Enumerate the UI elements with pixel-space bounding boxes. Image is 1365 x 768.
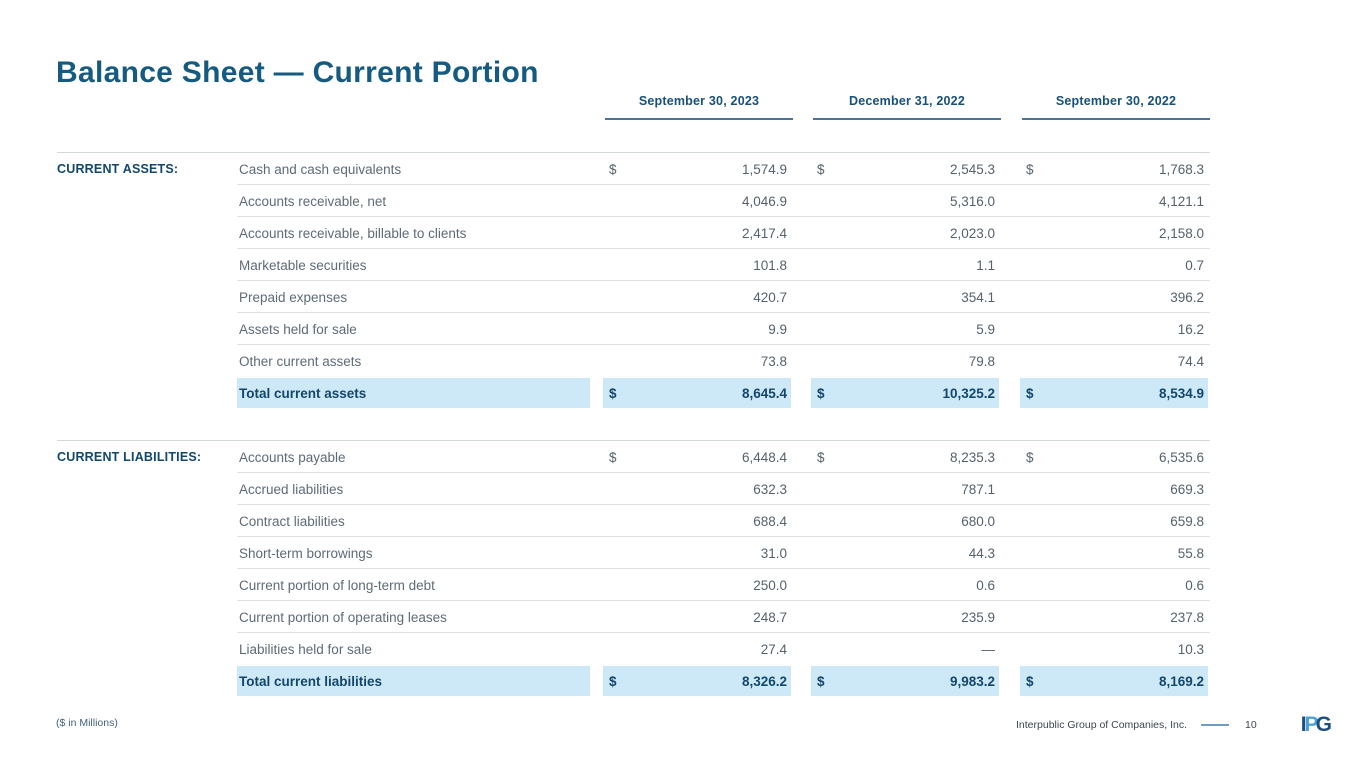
total-row bbox=[57, 377, 1210, 409]
table-row bbox=[57, 217, 1210, 249]
page-title: Balance Sheet — Current Portion bbox=[56, 56, 539, 89]
value-cell bbox=[1020, 602, 1208, 632]
value-cell bbox=[1020, 154, 1208, 184]
amount: 248.7 bbox=[753, 609, 787, 625]
row-label: Other current assets bbox=[239, 353, 362, 369]
amount: 688.4 bbox=[753, 513, 787, 529]
value-cell bbox=[811, 282, 999, 312]
value-cell bbox=[603, 506, 791, 536]
row-label: Short-term borrowings bbox=[239, 545, 373, 561]
row-label: Prepaid expenses bbox=[239, 289, 348, 305]
value-cell bbox=[811, 506, 999, 536]
amount: 101.8 bbox=[753, 257, 787, 273]
row-label: Cash and cash equivalents bbox=[239, 161, 402, 177]
table-row bbox=[57, 313, 1210, 345]
amount: 1.1 bbox=[976, 257, 995, 273]
section-label: CURRENT ASSETS: bbox=[57, 162, 179, 176]
current-liabilities-section bbox=[57, 440, 1210, 697]
value-cell bbox=[603, 154, 791, 184]
value-cell bbox=[811, 634, 999, 664]
row-label: Accounts receivable, billable to clients bbox=[239, 225, 467, 241]
amount: 1,574.9 bbox=[741, 161, 787, 177]
dollar-sign: $ bbox=[1026, 161, 1034, 177]
amount: 396.2 bbox=[1170, 289, 1204, 305]
amount: 0.7 bbox=[1185, 257, 1204, 273]
dollar-sign: $ bbox=[1026, 385, 1034, 401]
dollar-sign: $ bbox=[817, 161, 825, 177]
value-cell bbox=[603, 378, 791, 408]
amount: 8,169.2 bbox=[1158, 673, 1204, 689]
footer-company-name: Interpublic Group of Companies, Inc. bbox=[1016, 719, 1188, 731]
amount: 44.3 bbox=[968, 545, 995, 561]
footer-divider-dash bbox=[1201, 724, 1229, 726]
amount: 8,534.9 bbox=[1158, 385, 1204, 401]
dollar-sign: $ bbox=[817, 449, 825, 465]
row-label: Marketable securities bbox=[239, 257, 367, 273]
value-cell bbox=[811, 250, 999, 280]
amount: 10.3 bbox=[1177, 641, 1204, 657]
amount: 2,417.4 bbox=[741, 225, 787, 241]
value-cell bbox=[811, 186, 999, 216]
amount: 5.9 bbox=[976, 321, 995, 337]
row-label: Accounts payable bbox=[239, 449, 346, 465]
amount: 16.2 bbox=[1177, 321, 1204, 337]
amount: 4,046.9 bbox=[741, 193, 787, 209]
row-label: Accounts receivable, net bbox=[239, 193, 387, 209]
amount: 4,121.1 bbox=[1158, 193, 1204, 209]
value-cell bbox=[1020, 570, 1208, 600]
row-label: Contract liabilities bbox=[239, 513, 345, 529]
value-cell bbox=[1020, 346, 1208, 376]
logo-letter-p: P bbox=[1304, 713, 1317, 736]
row-label: Total current liabilities bbox=[237, 666, 590, 696]
row-label: Liabilities held for sale bbox=[239, 641, 372, 657]
table-row bbox=[57, 153, 1210, 185]
logo-letter-g: G bbox=[1315, 713, 1330, 736]
value-cell bbox=[811, 538, 999, 568]
amount: 1,768.3 bbox=[1158, 161, 1204, 177]
table-row bbox=[57, 505, 1210, 537]
value-cell bbox=[603, 346, 791, 376]
value-cell bbox=[811, 346, 999, 376]
value-cell bbox=[1020, 218, 1208, 248]
column-underline bbox=[1022, 118, 1210, 120]
dollar-sign: $ bbox=[817, 673, 825, 689]
value-cell bbox=[811, 314, 999, 344]
amount: 2,545.3 bbox=[949, 161, 995, 177]
table-row bbox=[57, 601, 1210, 633]
value-cell bbox=[603, 218, 791, 248]
value-cell bbox=[603, 250, 791, 280]
amount: 9,983.2 bbox=[949, 673, 995, 689]
amount: 787.1 bbox=[961, 481, 995, 497]
amount: 2,023.0 bbox=[949, 225, 995, 241]
value-cell bbox=[1020, 282, 1208, 312]
amount: 74.4 bbox=[1177, 353, 1204, 369]
amount: 9.9 bbox=[768, 321, 787, 337]
row-label: Total current assets bbox=[237, 378, 590, 408]
amount: 6,535.6 bbox=[1158, 449, 1204, 465]
table-row bbox=[57, 633, 1210, 665]
column-underline bbox=[605, 118, 793, 120]
amount: 0.6 bbox=[976, 577, 995, 593]
dollar-sign: $ bbox=[609, 449, 617, 465]
value-cell bbox=[603, 282, 791, 312]
amount: 354.1 bbox=[961, 289, 995, 305]
footer bbox=[1016, 713, 1330, 736]
amount: 79.8 bbox=[968, 353, 995, 369]
page-number: 10 bbox=[1245, 719, 1257, 731]
value-cell bbox=[811, 442, 999, 472]
value-cell bbox=[1020, 506, 1208, 536]
value-cell bbox=[811, 570, 999, 600]
value-cell bbox=[603, 570, 791, 600]
value-cell bbox=[1020, 634, 1208, 664]
amount: 55.8 bbox=[1177, 545, 1204, 561]
value-cell bbox=[1020, 314, 1208, 344]
value-cell bbox=[1020, 186, 1208, 216]
value-cell bbox=[811, 474, 999, 504]
value-cell bbox=[1020, 538, 1208, 568]
dollar-sign: $ bbox=[609, 161, 617, 177]
table-column-headers bbox=[57, 94, 1210, 124]
total-row bbox=[57, 665, 1210, 697]
amount: 10,325.2 bbox=[942, 385, 995, 401]
row-label: Accrued liabilities bbox=[239, 481, 344, 497]
amount: — bbox=[981, 641, 995, 657]
table-row bbox=[57, 249, 1210, 281]
section-label: CURRENT LIABILITIES: bbox=[57, 450, 202, 464]
amount: 5,316.0 bbox=[949, 193, 995, 209]
amount: 680.0 bbox=[961, 513, 995, 529]
value-cell bbox=[1020, 666, 1208, 696]
amount: 8,645.4 bbox=[741, 385, 787, 401]
value-cell bbox=[603, 602, 791, 632]
amount: 2,158.0 bbox=[1158, 225, 1204, 241]
amount: 6,448.4 bbox=[741, 449, 787, 465]
amount: 8,326.2 bbox=[741, 673, 787, 689]
table-row bbox=[57, 185, 1210, 217]
amount: 235.9 bbox=[961, 609, 995, 625]
value-cell bbox=[603, 538, 791, 568]
value-cell bbox=[603, 186, 791, 216]
table-row bbox=[57, 569, 1210, 601]
amount: 73.8 bbox=[760, 353, 787, 369]
value-cell bbox=[811, 218, 999, 248]
column-header-sep-2023: September 30, 2023 bbox=[638, 94, 760, 108]
value-cell bbox=[1020, 474, 1208, 504]
table-row bbox=[57, 281, 1210, 313]
dollar-sign: $ bbox=[1026, 449, 1034, 465]
amount: 669.3 bbox=[1170, 481, 1204, 497]
amount: 632.3 bbox=[753, 481, 787, 497]
table-row bbox=[57, 345, 1210, 377]
dollar-sign: $ bbox=[609, 673, 617, 689]
value-cell bbox=[603, 474, 791, 504]
row-label: Current portion of operating leases bbox=[239, 609, 447, 625]
row-label: Assets held for sale bbox=[239, 321, 357, 337]
value-cell bbox=[1020, 442, 1208, 472]
current-assets-section bbox=[57, 152, 1210, 409]
logo-letter-i: I bbox=[1300, 713, 1305, 736]
value-cell bbox=[1020, 250, 1208, 280]
value-cell bbox=[811, 378, 999, 408]
ipg-logo bbox=[1300, 713, 1330, 736]
table-row bbox=[57, 473, 1210, 505]
amount: 250.0 bbox=[753, 577, 787, 593]
table-row bbox=[57, 441, 1210, 473]
value-cell bbox=[603, 314, 791, 344]
units-footnote: ($ in Millions) bbox=[56, 717, 118, 729]
amount: 27.4 bbox=[760, 641, 787, 657]
dollar-sign: $ bbox=[1026, 673, 1034, 689]
amount: 237.8 bbox=[1170, 609, 1204, 625]
amount: 420.7 bbox=[753, 289, 787, 305]
amount: 659.8 bbox=[1170, 513, 1204, 529]
amount: 31.0 bbox=[760, 545, 787, 561]
value-cell bbox=[1020, 378, 1208, 408]
value-cell bbox=[603, 666, 791, 696]
amount: 8,235.3 bbox=[949, 449, 995, 465]
column-header-sep-2022: September 30, 2022 bbox=[1055, 94, 1177, 108]
row-label: Current portion of long-term debt bbox=[239, 577, 435, 593]
dollar-sign: $ bbox=[609, 385, 617, 401]
value-cell bbox=[811, 666, 999, 696]
table-row bbox=[57, 537, 1210, 569]
value-cell bbox=[811, 602, 999, 632]
value-cell bbox=[811, 154, 999, 184]
amount: 0.6 bbox=[1185, 577, 1204, 593]
column-underline bbox=[813, 118, 1001, 120]
column-header-dec-2022: December 31, 2022 bbox=[849, 94, 965, 108]
value-cell bbox=[603, 442, 791, 472]
dollar-sign: $ bbox=[817, 385, 825, 401]
value-cell bbox=[603, 634, 791, 664]
